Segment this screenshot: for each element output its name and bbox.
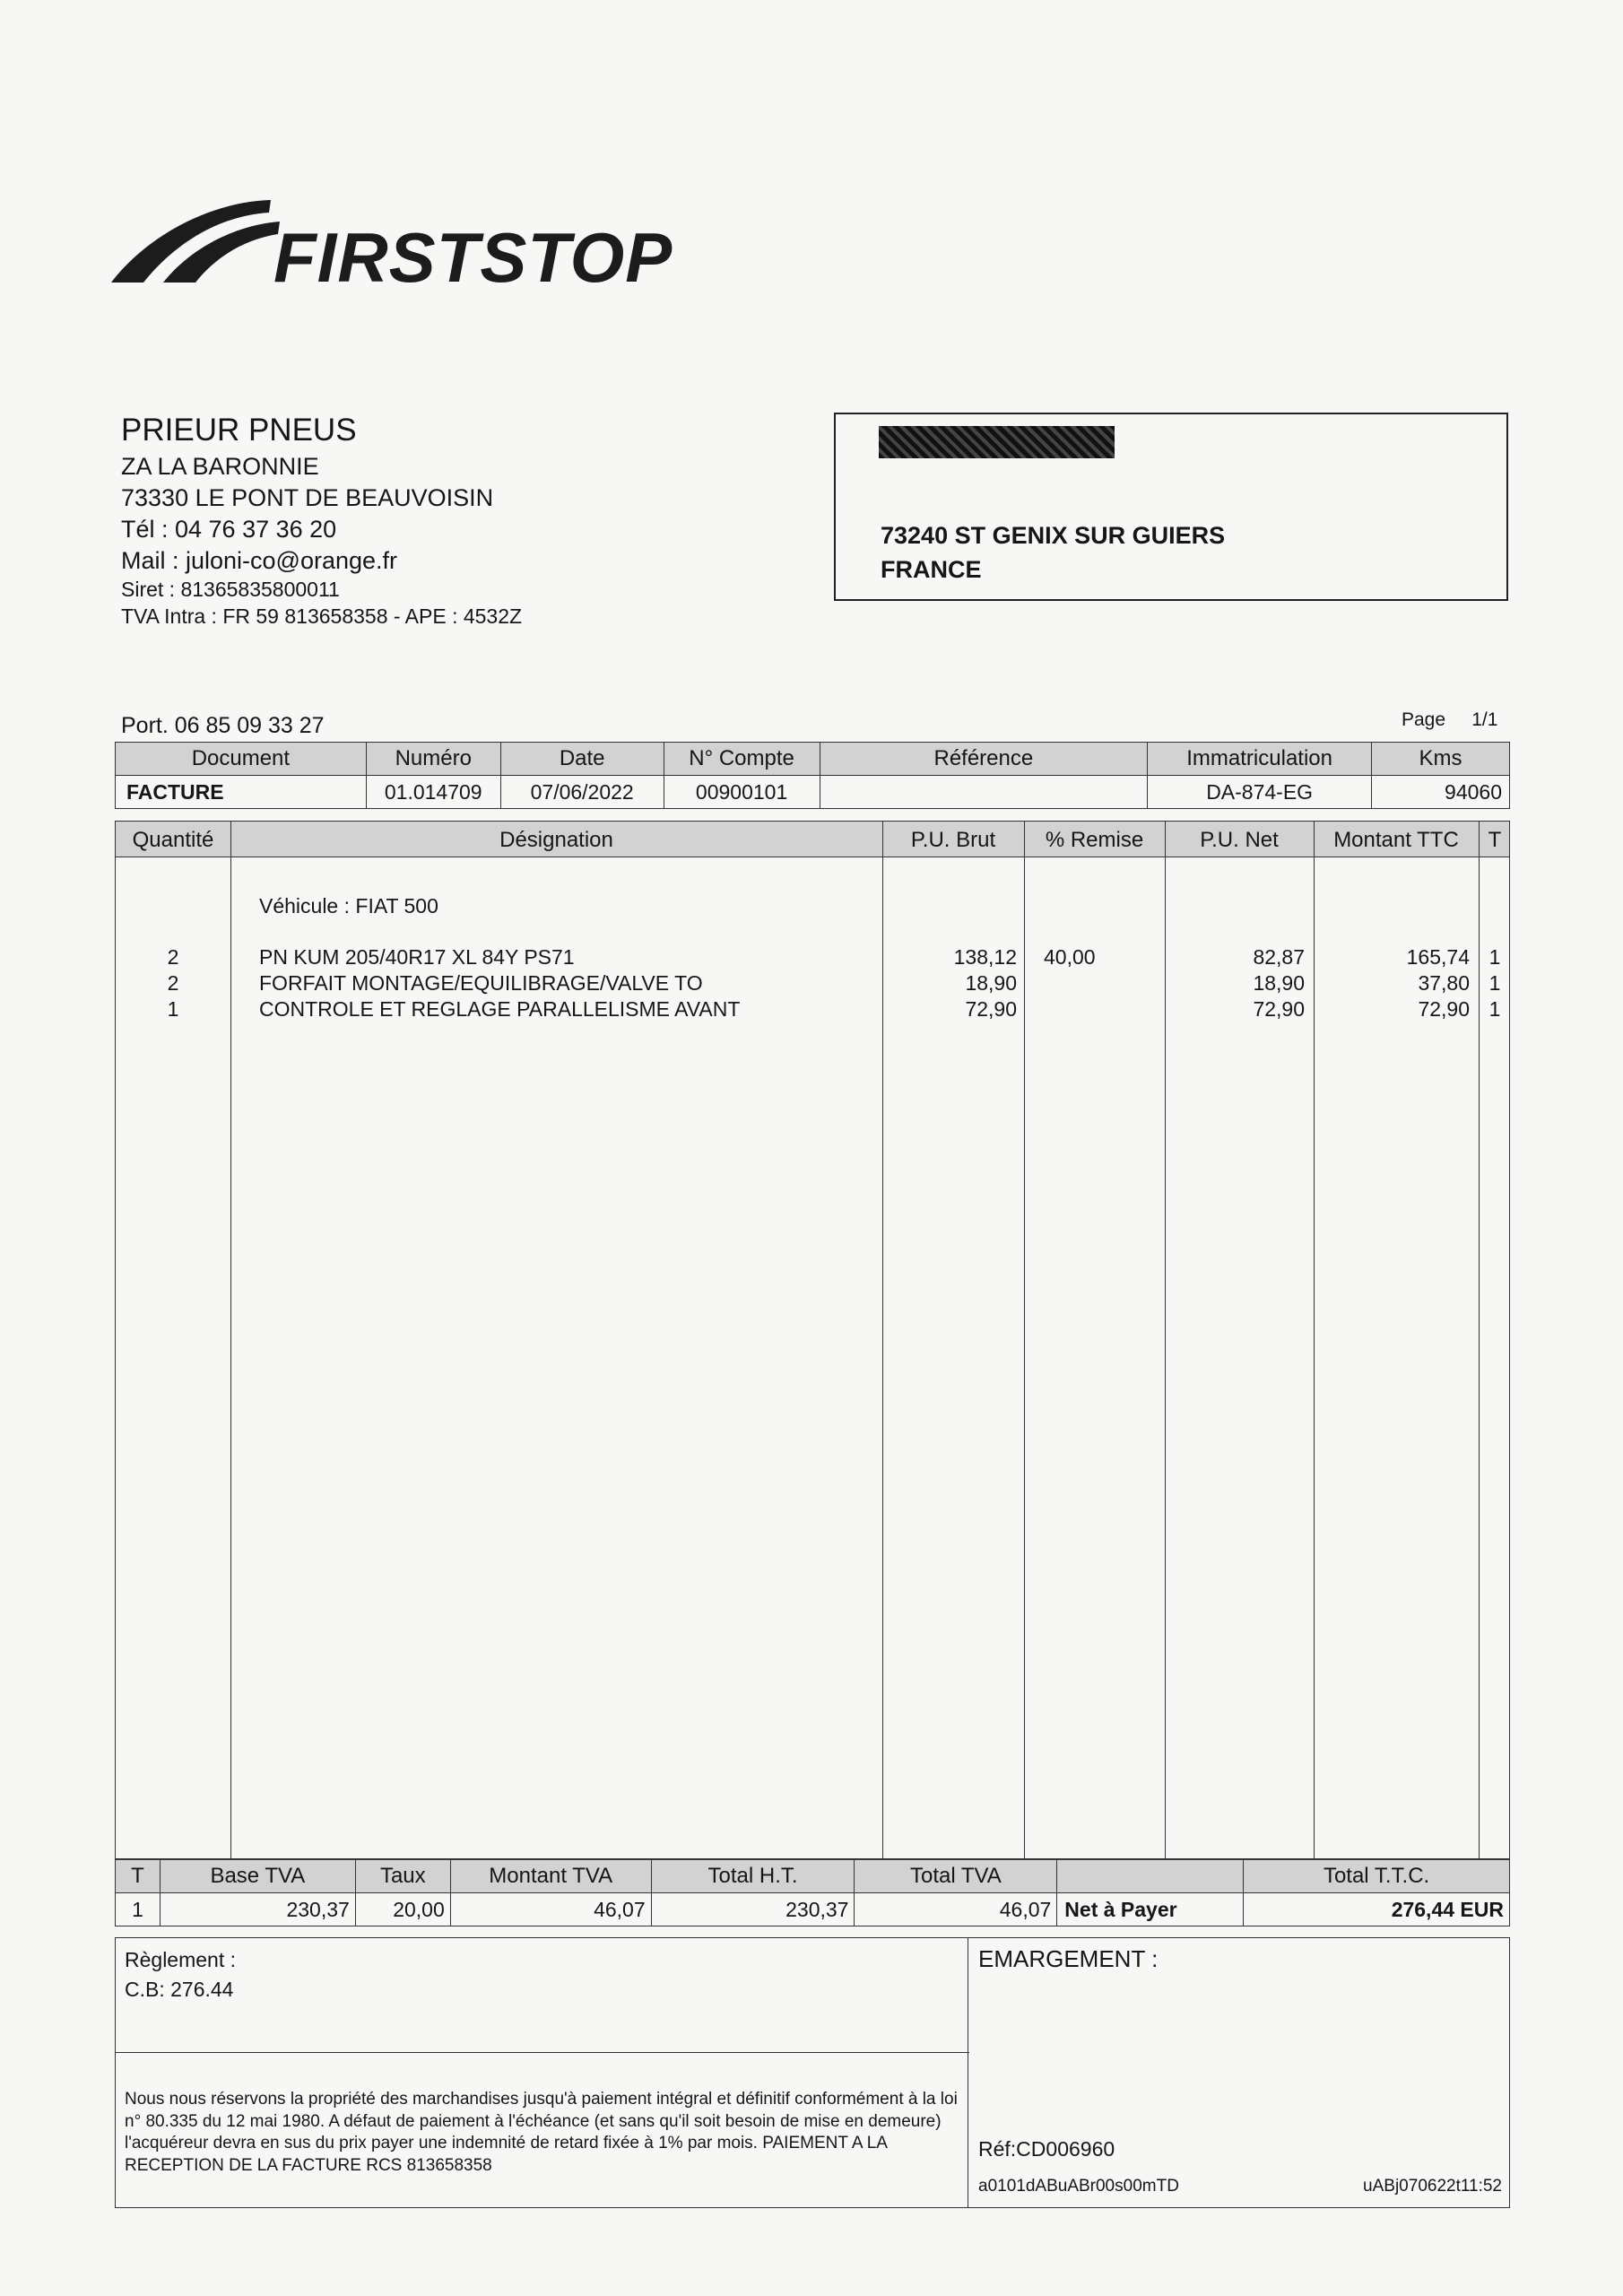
lines-col-montant: Montant TTC: [1333, 828, 1459, 852]
totals-col-total-ttc: Total T.T.C.: [1244, 1860, 1510, 1893]
header-col-document: Document: [116, 743, 367, 776]
line-t: 1: [1488, 997, 1501, 1021]
line-montant: 165,74: [1406, 945, 1470, 969]
tva-rate: 20,00: [355, 1893, 450, 1926]
invoice-date: 07/06/2022: [500, 776, 664, 809]
totals-col-total-tva: Total TVA: [855, 1860, 1057, 1893]
shop-siret: Siret : 81365835800011: [121, 577, 340, 601]
totals-col-taux: Taux: [355, 1860, 450, 1893]
payment-section: [125, 1945, 236, 2005]
customer-city: 73240 ST GENIX SUR GUIERS: [881, 522, 1226, 549]
total-ttc: 276,44 EUR: [1244, 1893, 1510, 1926]
timestamp-code: uABj070622t11:52: [1363, 2177, 1502, 2196]
shop-city: 73330 LE PONT DE BEAUVOISIN: [121, 483, 494, 511]
montant-tva: 46,07: [450, 1893, 651, 1926]
line-qty: 2: [167, 945, 179, 969]
lines-col-remise: % Remise: [1045, 828, 1144, 852]
line-t: 1: [1488, 945, 1501, 969]
totals-col-t: T: [116, 1860, 161, 1893]
line-montant: 72,90: [1418, 997, 1470, 1021]
line-pu-net: 72,90: [1253, 997, 1305, 1021]
shop-mail: Mail : juloni-co@orange.fr: [121, 546, 398, 574]
page-value: 1/1: [1471, 709, 1498, 730]
shop-street: ZA LA BARONNIE: [121, 452, 319, 480]
lines-col-designation: Désignation: [499, 828, 613, 852]
line-remise: 40,00: [1044, 945, 1096, 969]
line-t: 1: [1488, 971, 1501, 995]
header-col-kms: Kms: [1372, 743, 1510, 776]
legal-notice: Nous nous réservons la propriété des marchandises jusqu'à paiement intégral et définitif conformément à la loi n° 80.335 du 12 mai 1980. A défaut de paiement à l'échéance (et sans qu'il soit besoin de mise en demeure) l'acquéreur devra en sus du prix payer une indemnité de retard fixée à 1% par mois. PAIEMENT A LA RECEPTION DE LA FACTURE RCS 813658358: [125, 2090, 958, 2176]
total-ht: 230,37: [651, 1893, 855, 1926]
shop-info: [121, 410, 522, 631]
line-designation: FORFAIT MONTAGE/EQUILIBRAGE/VALVE TO: [259, 971, 703, 995]
page-indicator: [1402, 709, 1497, 731]
shop-tva: TVA Intra : FR 59 813658358 - APE : 4532Z: [121, 604, 523, 628]
header-col-date: Date: [500, 743, 664, 776]
lines-col-t: T: [1488, 828, 1502, 852]
customer-address: [881, 518, 1225, 587]
shop-name: PRIEUR PNEUS: [121, 413, 357, 448]
customer-country: FRANCE: [881, 556, 982, 584]
vehicle-label: Véhicule : FIAT 500: [259, 894, 438, 918]
line-qty: 1: [167, 997, 179, 1021]
emargement-label: EMARGEMENT :: [978, 1945, 1159, 1972]
mileage: 94060: [1372, 776, 1510, 809]
registration-plate: DA-874-EG: [1148, 776, 1372, 809]
reference-cd: Réf:CD006960: [978, 2137, 1115, 2161]
document-type: FACTURE: [116, 776, 367, 809]
totals-col-montant-tva: Montant TVA: [450, 1860, 651, 1893]
net-a-payer-label: Net à Payer: [1057, 1893, 1244, 1926]
redacted-customer-name: [879, 426, 1115, 458]
invoice-number: 01.014709: [366, 776, 500, 809]
payment-label: Règlement :: [125, 1948, 237, 1971]
account-number: 00900101: [664, 776, 820, 809]
payment-value: C.B: 276.44: [125, 1978, 234, 2002]
header-col-immatriculation: Immatriculation: [1148, 743, 1372, 776]
lines-col-pu-net: P.U. Net: [1200, 828, 1279, 852]
line-qty: 2: [167, 971, 179, 995]
line-pu-brut: 18,90: [965, 971, 1017, 995]
lines-col-pu-brut: P.U. Brut: [910, 828, 996, 852]
totals-col-total-ht: Total H.T.: [651, 1860, 855, 1893]
line-pu-brut: 72,90: [965, 997, 1017, 1021]
line-pu-net: 82,87: [1253, 945, 1305, 969]
shop-port: Port. 06 85 09 33 27: [121, 713, 325, 738]
invoice-header-table: [115, 742, 1510, 809]
line-designation: PN KUM 205/40R17 XL 84Y PS71: [259, 945, 575, 969]
line-montant: 37,80: [1418, 971, 1470, 995]
shop-tel: Tél : 04 76 37 36 20: [121, 515, 337, 543]
header-col-compte: N° Compte: [664, 743, 820, 776]
header-col-reference: Référence: [820, 743, 1148, 776]
tracking-code: a0101dABuABr00s00mTD: [978, 2177, 1179, 2196]
line-items-table: [115, 821, 1510, 1859]
line-pu-net: 18,90: [1253, 971, 1305, 995]
totals-table: [115, 1859, 1510, 1926]
brand-name: FIRSTSTOP: [273, 218, 673, 297]
page-label: Page: [1402, 709, 1446, 730]
totals-col-blank: [1057, 1860, 1244, 1893]
line-pu-brut: 138,12: [953, 945, 1017, 969]
base-tva: 230,37: [160, 1893, 355, 1926]
line-designation: CONTROLE ET REGLAGE PARALLELISME AVANT: [259, 997, 741, 1021]
footer-box: [115, 1937, 1510, 2208]
total-tva: 46,07: [855, 1893, 1057, 1926]
header-col-numero: Numéro: [366, 743, 500, 776]
totals-col-base-tva: Base TVA: [160, 1860, 355, 1893]
lines-col-qty: Quantité: [132, 828, 214, 852]
totals-t: 1: [116, 1893, 161, 1926]
reference-value: [820, 776, 1148, 809]
